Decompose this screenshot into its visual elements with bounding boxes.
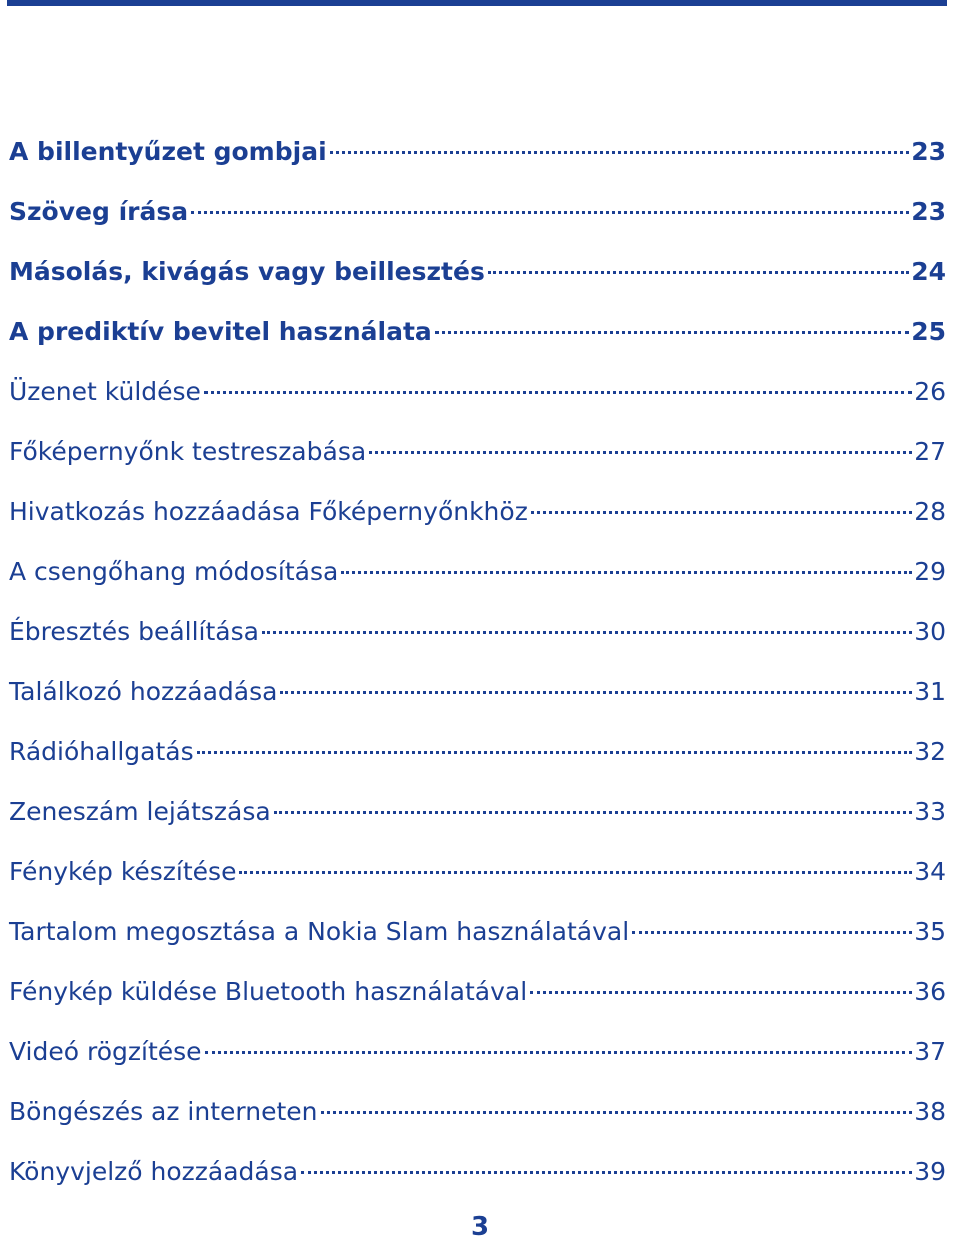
toc-entry-label: A prediktív bevitel használata <box>9 317 432 346</box>
toc-entry-page: 36 <box>914 977 946 1006</box>
dot-leader <box>369 451 912 454</box>
toc-entry[interactable] <box>9 962 946 1022</box>
toc-entry-label: Találkozó hozzáadása <box>9 677 278 706</box>
toc-entry-label: Szöveg írása <box>9 197 189 226</box>
toc-entry[interactable] <box>9 1082 946 1142</box>
dot-leader <box>197 751 913 754</box>
dot-leader <box>280 691 912 694</box>
toc-entry-label: Hivatkozás hozzáadása Főképernyőnkhöz <box>9 497 528 526</box>
toc-entry-label: Zeneszám lejátszása <box>9 797 271 826</box>
dot-leader <box>321 1111 913 1114</box>
dot-leader <box>341 571 912 574</box>
toc-entry-label: Üzenet küldése <box>9 377 201 406</box>
toc-entry-label: Fénykép küldése Bluetooth használatával <box>9 977 528 1006</box>
toc-entry-page: 23 <box>911 137 946 166</box>
toc-entry-label: Ébresztés beállítása <box>9 617 259 646</box>
toc-entry-label: Könyvjelző hozzáadása <box>9 1157 299 1186</box>
toc-entry-label: Fénykép készítése <box>9 857 237 886</box>
dot-leader <box>274 811 912 814</box>
dot-leader <box>435 331 909 334</box>
toc-entry-label: Másolás, kivágás vagy beillesztés <box>9 257 485 286</box>
toc-entry-page: 26 <box>914 377 946 406</box>
toc-entry-page: 25 <box>911 317 946 346</box>
toc-entry[interactable] <box>9 242 946 302</box>
toc-entry-page: 29 <box>914 557 946 586</box>
toc-entry[interactable] <box>9 122 946 182</box>
toc-entry-label: A billentyűzet gombjai <box>9 137 327 166</box>
top-divider <box>7 0 947 6</box>
dot-leader <box>204 391 912 394</box>
dot-leader <box>262 631 912 634</box>
toc-entry-label: Tartalom megosztása a Nokia Slam használatával <box>9 917 630 946</box>
toc-entry[interactable] <box>9 722 946 782</box>
toc-entry[interactable] <box>9 902 946 962</box>
toc-entry[interactable] <box>9 782 946 842</box>
toc-entry-page: 33 <box>914 797 946 826</box>
dot-leader <box>530 991 912 994</box>
toc-entry[interactable] <box>9 302 946 362</box>
toc-entry[interactable] <box>9 1142 946 1202</box>
toc-entry[interactable] <box>9 482 946 542</box>
toc-entry-page: 31 <box>914 677 946 706</box>
dot-leader <box>301 1171 912 1174</box>
toc-entry-page: 24 <box>911 257 946 286</box>
toc-entry-page: 27 <box>914 437 946 466</box>
toc-entry-page: 35 <box>914 917 946 946</box>
toc-entry-page: 30 <box>914 617 946 646</box>
toc-entry[interactable] <box>9 362 946 422</box>
dot-leader <box>632 931 912 934</box>
page-number: 3 <box>470 1212 490 1242</box>
toc-entry[interactable] <box>9 662 946 722</box>
toc-entry-page: 32 <box>914 737 946 766</box>
table-of-contents <box>9 122 946 1202</box>
toc-entry-label: Böngészés az interneten <box>9 1097 318 1126</box>
dot-leader <box>205 1051 913 1054</box>
toc-entry-label: Főképernyőnk testreszabása <box>9 437 367 466</box>
dot-leader <box>330 151 910 154</box>
toc-entry-page: 37 <box>914 1037 946 1066</box>
toc-entry[interactable] <box>9 182 946 242</box>
dot-leader <box>488 271 909 274</box>
toc-entry-page: 38 <box>914 1097 946 1126</box>
toc-entry[interactable] <box>9 602 946 662</box>
dot-leader <box>531 511 912 514</box>
toc-entry-page: 23 <box>911 197 946 226</box>
toc-entry-page: 34 <box>914 857 946 886</box>
toc-entry-page: 39 <box>914 1157 946 1186</box>
toc-entry[interactable] <box>9 542 946 602</box>
toc-entry-label: Rádióhallgatás <box>9 737 194 766</box>
toc-entry-label: A csengőhang módosítása <box>9 557 339 586</box>
toc-entry[interactable] <box>9 422 946 482</box>
toc-entry[interactable] <box>9 842 946 902</box>
dot-leader <box>239 871 912 874</box>
toc-entry-page: 28 <box>914 497 946 526</box>
toc-entry-label: Videó rögzítése <box>9 1037 202 1066</box>
toc-entry[interactable] <box>9 1022 946 1082</box>
dot-leader <box>191 211 909 214</box>
